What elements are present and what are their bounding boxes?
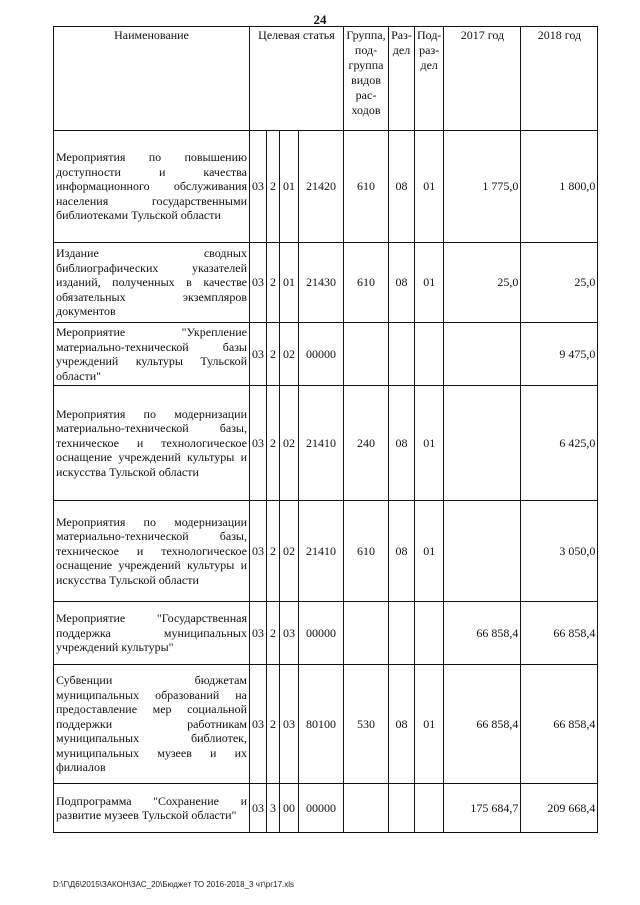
- amount-2018: 3 050,0: [521, 501, 598, 602]
- target-part-4: 00000: [299, 323, 344, 386]
- target-part-2: 2: [267, 323, 280, 386]
- amount-2018: 6 425,0: [521, 386, 598, 501]
- target-part-3: 01: [280, 131, 299, 243]
- amount-2017: 25,0: [444, 243, 521, 323]
- target-part-2: 2: [267, 665, 280, 784]
- header-2018: 2018 год: [521, 27, 598, 131]
- target-part-1: 03: [250, 665, 267, 784]
- target-part-4: 21420: [299, 131, 344, 243]
- target-part-2: 3: [267, 784, 280, 833]
- expense-group: 610: [344, 501, 389, 602]
- target-part-4: 21410: [299, 386, 344, 501]
- podrazdel: [415, 602, 444, 665]
- target-part-3: 02: [280, 501, 299, 602]
- table-row: [54, 243, 598, 323]
- target-part-3: 02: [280, 323, 299, 386]
- row-name: Мероприятия по повышению доступности и качества информационного обслуживания населения государственными библиотеками Тульской области: [54, 131, 250, 243]
- amount-2017: 66 858,4: [444, 665, 521, 784]
- podrazdel: 01: [415, 665, 444, 784]
- row-name: Субвенции бюджетам муниципальных образований на предоставление мер социальной поддержки работникам муниципальных библиотек, муниципальных музеев и их филиалов: [54, 665, 250, 784]
- table-row: [54, 665, 598, 784]
- amount-2017: [444, 501, 521, 602]
- razdel: [389, 602, 415, 665]
- target-part-4: 80100: [299, 665, 344, 784]
- razdel: 08: [389, 243, 415, 323]
- target-part-2: 2: [267, 602, 280, 665]
- amount-2017: 175 684,7: [444, 784, 521, 833]
- target-part-3: 03: [280, 665, 299, 784]
- target-part-2: 2: [267, 243, 280, 323]
- target-part-1: 03: [250, 602, 267, 665]
- podrazdel: 01: [415, 243, 444, 323]
- podrazdel: 01: [415, 131, 444, 243]
- target-part-2: 2: [267, 131, 280, 243]
- target-part-1: 03: [250, 243, 267, 323]
- header-2017: 2017 год: [444, 27, 521, 131]
- amount-2017: [444, 386, 521, 501]
- target-part-1: 03: [250, 323, 267, 386]
- podrazdel: 01: [415, 501, 444, 602]
- expense-group: [344, 323, 389, 386]
- page-number: 24: [313, 12, 327, 27]
- target-part-4: 00000: [299, 602, 344, 665]
- header-name: Наименование: [54, 27, 250, 131]
- amount-2017: 66 858,4: [444, 602, 521, 665]
- target-part-4: 21410: [299, 501, 344, 602]
- target-part-2: 2: [267, 386, 280, 501]
- amount-2018: 25,0: [521, 243, 598, 323]
- amount-2018: 66 858,4: [521, 602, 598, 665]
- table-row: [54, 323, 598, 386]
- razdel: [389, 784, 415, 833]
- target-part-1: 03: [250, 784, 267, 833]
- podrazdel: [415, 784, 444, 833]
- target-part-1: 03: [250, 131, 267, 243]
- razdel: 08: [389, 501, 415, 602]
- row-name: Мероприятие "Укрепление материально-технической базы учреждений культуры Тульской области": [54, 323, 250, 386]
- amount-2017: [444, 323, 521, 386]
- row-name: Мероприятия по модернизации материально-технической базы, техническое и технологическое оснащение учреждений культуры и искусства Тульской области: [54, 386, 250, 501]
- target-part-3: 03: [280, 602, 299, 665]
- amount-2018: 66 858,4: [521, 665, 598, 784]
- amount-2017: 1 775,0: [444, 131, 521, 243]
- podrazdel: [415, 323, 444, 386]
- table-row: [54, 131, 598, 243]
- row-name: Подпрограмма "Сохранение и развитие музеев Тульской области": [54, 784, 250, 833]
- target-part-3: 02: [280, 386, 299, 501]
- table-row: [54, 386, 598, 501]
- target-part-2: 2: [267, 501, 280, 602]
- amount-2018: 9 475,0: [521, 323, 598, 386]
- razdel: 08: [389, 386, 415, 501]
- row-name: Мероприятия по модернизации материально-технической базы, техническое и технологическое оснащение учреждений культуры и искусства Тульской области: [54, 501, 250, 602]
- table-row: [54, 501, 598, 602]
- expense-group: 240: [344, 386, 389, 501]
- target-part-3: 00: [280, 784, 299, 833]
- table-row: [54, 784, 598, 833]
- header-podrazdel: Под-раз-дел: [415, 27, 444, 131]
- expense-group: [344, 784, 389, 833]
- table-row: [54, 602, 598, 665]
- header-target-article: Целевая статья: [250, 27, 344, 131]
- razdel: 08: [389, 665, 415, 784]
- target-part-1: 03: [250, 501, 267, 602]
- amount-2018: 209 668,4: [521, 784, 598, 833]
- target-part-3: 01: [280, 243, 299, 323]
- header-expense-group: Группа, под-группа видов рас-ходов: [344, 27, 389, 131]
- expense-group: 530: [344, 665, 389, 784]
- razdel: 08: [389, 131, 415, 243]
- amount-2018: 1 800,0: [521, 131, 598, 243]
- target-part-4: 21430: [299, 243, 344, 323]
- expense-group: [344, 602, 389, 665]
- file-path-footer: D:\Г\Д6\2015\ЗАКОН\ЗАС_20\Бюджет ТО 2016-2018_3 чт\рг17.xls: [53, 880, 295, 889]
- expense-group: 610: [344, 131, 389, 243]
- table-header-row: [54, 27, 598, 131]
- budget-table: [53, 26, 598, 833]
- razdel: [389, 323, 415, 386]
- expense-group: 610: [344, 243, 389, 323]
- target-part-4: 00000: [299, 784, 344, 833]
- podrazdel: 01: [415, 386, 444, 501]
- row-name: Издание сводных библиографических указателей изданий, полученных в качестве обязательных экземпляров документов: [54, 243, 250, 323]
- row-name: Мероприятие "Государственная поддержка муниципальных учреждений культуры": [54, 602, 250, 665]
- target-part-1: 03: [250, 386, 267, 501]
- header-razdel: Раз-дел: [389, 27, 415, 131]
